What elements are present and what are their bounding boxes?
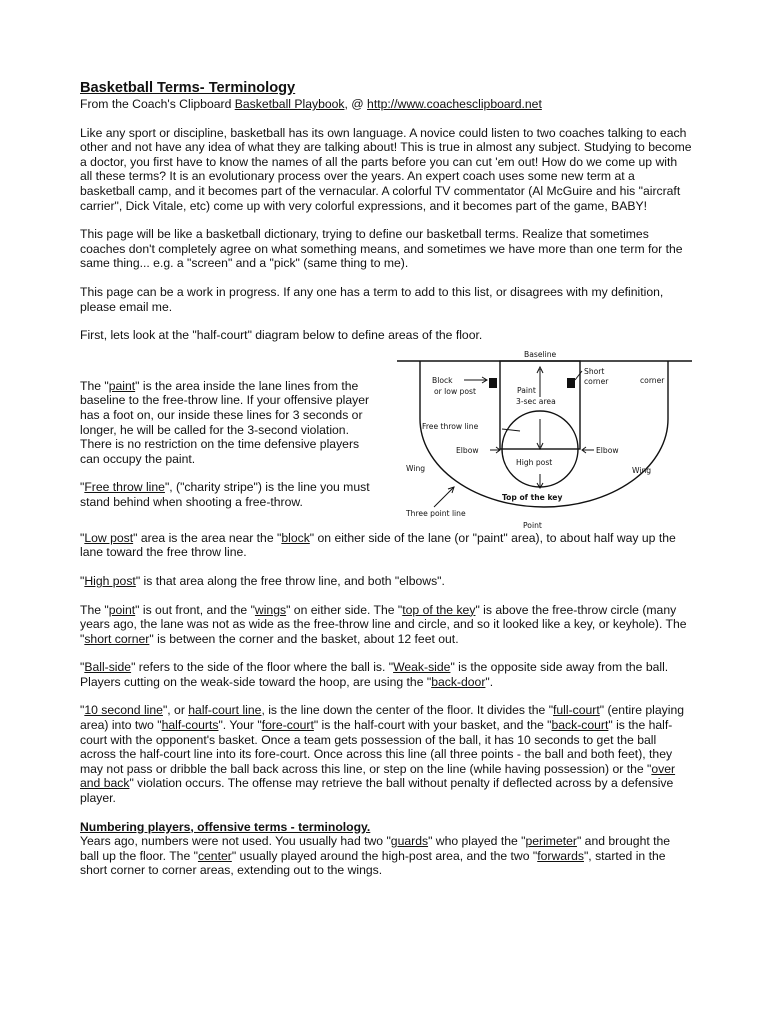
playbook-link[interactable]: Basketball Playbook (234, 97, 345, 111)
lowpost-definition: "Low post" area is the area near the "block" on either side of the lane (or "paint" area), to about half way up the lane toward the free throw line. (80, 530, 676, 560)
paint-term: paint (108, 378, 136, 393)
ten-second-term: 10 second line (84, 703, 163, 718)
short-corner-term: short corner (84, 631, 150, 646)
label-corner-short: corner (584, 376, 609, 386)
freethrow-term: Free throw line (84, 480, 165, 495)
highpost-term: High post (84, 573, 136, 588)
label-short: Short (584, 366, 605, 376)
half-courts-term: half-courts (161, 718, 219, 733)
site-link[interactable]: http://www.coachesclipboard.net (367, 97, 542, 111)
numbering-paragraph: Years ago, numbers were not used. You usually had two "guards" who played the "perimeter" and brought the ball up the floor. The "center" usually played around the high-post area, and the two "forwards", started in the short corner to corner areas, extending out to the wings. (80, 834, 671, 878)
perimeter-term: perimeter (525, 834, 577, 849)
label-elbow-right: Elbow (596, 445, 619, 455)
numbering-heading: Numbering players, offensive terms - terminology. (80, 819, 371, 834)
half-court-line-term: half-court line (188, 703, 262, 718)
center-term: center (197, 848, 232, 863)
half-court-diagram (392, 349, 692, 529)
intro-paragraph-1: Like any sport or discipline, basketball has its own language. A novice could listen to two coaches talking to each other and not have any idea of what they are talking about! This is true in almost any subject. Studying to become a doctor, you first have to know the names of all the parts before you can cut 'em out! How do we come up with all these terms? It is an evolutionary process over the years. An expert coach uses some new term at a basketball camp, and it becomes part of the vernacular. A colorful TV commentator (Al McGuire and his "aircraft carrier", Dick Vitale, etc) come up with very colorful expressions, and it becomes part of the game, BABY! (80, 125, 692, 213)
over-and-back-term: over and back (80, 761, 676, 791)
fore-court-term: fore-court (261, 718, 314, 733)
label-low-post: or low post (434, 386, 476, 396)
label-block: Block (432, 375, 453, 385)
backdoor-term: back-door (431, 674, 486, 689)
label-paint: Paint (517, 385, 536, 395)
source-line (80, 97, 692, 112)
source-mid: , @ (344, 97, 368, 111)
highpost-definition: "High post" is that area along the free throw line, and both "elbows". (80, 573, 445, 588)
label-corner: corner (640, 375, 665, 385)
source-prefix: From the Coach's Clipboard (80, 97, 235, 111)
forwards-term: forwards (537, 848, 584, 863)
three-point-arc (420, 361, 668, 507)
label-free-throw-line: Free throw line (422, 421, 479, 431)
diagram-section (80, 349, 692, 529)
label-wing-left: Wing (406, 463, 426, 473)
page-title: Basketball Terms- Terminology (80, 80, 296, 96)
back-court-term: back-court (551, 718, 609, 733)
paint-definition: The "paint" is the area inside the lane lines from the baseline to the free-throw line. If your offensive player has a foot on, our inside these lines for 3 seconds or longer, he will be called for the 3-second violation. There is no restriction on the time defensive players can occupy the paint. (80, 378, 370, 466)
freethrow-definition: "Free throw line", ("charity stripe") is the line you must stand behind when shooting a free-throw. (80, 480, 370, 509)
lowpost-term: Low post (84, 530, 134, 545)
ballside-term: Ball-side (84, 660, 132, 675)
label-three-sec: 3-sec area (516, 396, 556, 406)
ballside-definition: "Ball-side" refers to the side of the floor where the ball is. "Weak-side" is the opposite side away from the ball. Players cutting on the weak-side toward the hoop, are using the "back-door". (80, 660, 669, 689)
full-court-term: full-court (553, 703, 600, 718)
point-term: point (108, 602, 136, 617)
block-term: block (281, 530, 310, 545)
ten-second-definition: "10 second line", or half-court line, is the line down the center of the floor. It divides the "full-court" (entire playing area) into two "half-courts". Your "fore-court" is the half-court with your basket, and the "back-court" is the half-court with the opponent's basket. Once a team gets possession of the ball, it has 10 seconds to get the ball across the half-court line into its fore-court. Once across this line (all three points - the ball and both feet), they may not pass or dribble the ball back across this line, or step on the line (while having possession) or the "over and back" violation occurs. The offense may retrieve the ball without penalty if deflected across by a defensive player. (80, 703, 685, 806)
definitions-column (80, 379, 380, 524)
weakside-term: Weak-side (393, 660, 451, 675)
wings-term: wings (254, 602, 287, 617)
point-wings-definition: The "point" is out front, and the "wings" on either side. The "top of the key" is above the free-throw circle (many years ago, the lane was not as wide as the free-throw line and circle, and so it looked like a key, or keyhole). The "short corner" is between the corner and the basket, about 12 feet out. (80, 602, 687, 646)
label-wing-right: Wing (632, 465, 652, 475)
label-elbow-left: Elbow (456, 445, 479, 455)
top-of-key-term: top of the key (402, 602, 476, 617)
intro-paragraph-3: This page can be a work in progress. If any one has a term to add to this list, or disagrees with my definition, please email me. (80, 284, 664, 314)
document-page (80, 80, 692, 892)
numbering-section (80, 820, 692, 878)
intro-paragraph-2: This page will be like a basketball dictionary, trying to define our basketball terms. Realize that sometimes coaches don't completely agree on what something means, and sometimes we have more than one term for the same thing... e.g. a "screen" and a "pick" (same thing to me). (80, 227, 683, 271)
intro-paragraph-4: First, lets look at the "half-court" diagram below to define areas of the floor. (80, 328, 483, 343)
label-point: Point (523, 520, 542, 529)
block-left (489, 378, 497, 388)
label-three-point-line: Three point line (406, 508, 466, 518)
label-high-post: High post (516, 457, 553, 467)
label-baseline: Baseline (524, 349, 557, 359)
block-right (567, 378, 575, 388)
label-top-of-key: Top of the key (502, 492, 563, 502)
guards-term: guards (390, 834, 429, 849)
